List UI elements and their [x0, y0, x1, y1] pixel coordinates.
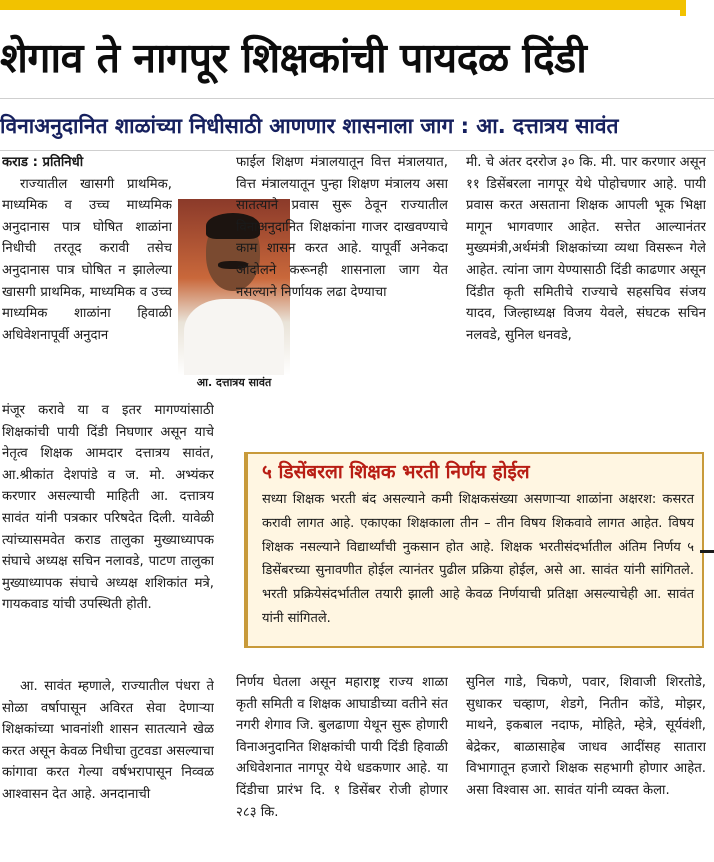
highlight-box-title: ५ डिसेंबरला शिक्षक भरती निर्णय होईल [262, 461, 530, 483]
col2-top-text: फाईल शिक्षण मंत्रालयातून वित्त मंत्रालयात, वित्त मंत्रालयातून पुन्हा शिक्षण मंत्रालय असा सातत्याने प्रवास सुरू ठेवून राज्यातील विनाअनुदानित शिक्षकांना गाजर दाखवण्याचे काम शासन करत आहे. यापूर्वी अनेकदा आंदोलने करूनही शासनाला जाग येत नसल्याने निर्णायक लढा देण्याचा [236, 155, 448, 300]
column-2-bottom [236, 672, 448, 862]
col2-bottom-text: निर्णय घेतला असून महाराष्ट्र राज्य शाळा कृती समिती व शिक्षक आघाडीच्या वतीने संत नगरी शेगाव जि. बुलढाणा येथून सुरू होणारी विनाअनुदानित शिक्षकांची पायी दिंडी हिवाळी अधिवेशनात नागपूर येथे धडकणार आहे. या दिंडीचा प्रारंभ दि. १ डिसेंबर रोजी होणार २८३ कि. [236, 675, 448, 820]
col3-bottom-text: सुनिल गाडे, चिकणे, पवार, शिवाजी शिरतोडे, सुधाकर चव्हाण, शेडगे, नितीन कोंडे, मोझर, माथने, इकबाल नदाफ, मोहिते, म्हेत्रे, सूर्यवंशी, बेद्रेकर, बाळासाहेब जाधव आदींसह सातारा विभागातून हजारो शिक्षक सहभागी होणार आहेत. असा विश्वास आ. सावंत यांनी व्यक्त केला. [466, 675, 706, 798]
top-accent-bar [0, 0, 680, 10]
column-1-top [2, 152, 172, 402]
col1-rest-text: मंजूर करावे या व इतर मागण्यांसाठी शिक्षकांची पायी दिंडी निघणार असून याचे नेतृत्व शिक्षक आमदार दत्तात्रय सावंत, आ.श्रीकांत देशपांडे व ज. मो. अभ्यंकर करणार असल्याची माहिती आ. दत्तात्रय सावंत यांनी पत्रकार परिषदेत दिली. यावेळी त्यांच्यासमवेत कराड तालुका मुख्याध्यापक संघाचे अध्यक्ष सचिन नलावडे, पाटण तालुका मुख्याध्यापक संघाचे अध्यक्ष शशिकांत मत्रे, गायकवाड यांची उपस्थिती होती. [2, 403, 214, 613]
col1-para2-text: आ. सावंत म्हणाले, राज्यातील पंधरा ते सोळा वर्षापासून अविरत सेवा देणाऱ्या शिक्षकांच्या भावनांशी शासन सातत्याने खेळ करत असून केवळ निधीचा तुटवडा असल्याचा कांगावा करत गेल्या वर्षभरापासून निव्वळ आश्वासन देत आहे. अनदानाची [2, 679, 214, 802]
col3-top-text: मी. चे अंतर दररोज ३० कि. मी. पार करणार असून ११ डिसेंबरला नागपूर येथे पोहोचणार आहे. पायी प्रवास करत असताना शिक्षक आपली भूक भिक्षा मागून भागवणार आहेत. सत्तेत आल्यानंतर मुख्यमंत्री,अर्थमंत्री शिक्षकांच्या व्यथा विसरून गेले आहेत. त्यांना जाग येण्यासाठी दिंडी काढणार असून दिंडीत कृती समितीचे राज्याचे सहसचिव संजय यादव, जिल्हाध्यक्ष विजय येवले, संघटक सचिन नलवडे, सुनिल धनवडे, [466, 155, 706, 343]
col1-lead-text: राज्यातील खासगी प्राथमिक, माध्यमिक व उच्च माध्यमिक अनुदानास पात्र घोषित शाळांना निधीची तरतूद करावी तसेच अनुदानास पात्र घोषित न झालेल्या खासगी प्राथमिक, माध्यमिक व उच्च माध्यमिक शाळांना हिवाळी अधिवेशनापूर्वी अनुदान [2, 176, 172, 343]
subheadline: विनाअनुदानित शाळांच्या निधीसाठी आणणार शासनाला जाग : आ. दत्तात्रय सावंत [0, 114, 619, 138]
subhead-divider [0, 150, 714, 151]
photo-caption: आ. दत्तात्रय सावंत [196, 376, 272, 389]
headline-divider [0, 98, 714, 99]
highlight-box-text: सध्या शिक्षक भरती बंद असल्याने कमी शिक्षकसंख्या असणाऱ्या शाळांना अक्षरश: कसरत करावी लागत आहे. एकाएका शिक्षकाला तीन – तीन विषय शिकवावे लागत आहेत. विषय शिक्षक नसल्याने विद्यार्थ्यांची नुकसान होत आहे. शिक्षक भरतीसंदर्भातील अंतिम निर्णय ५ डिसेंबरच्या सुनावणीत होईल त्यानंतर पुढील प्रक्रिया होईल, असे आ. सावंत यांनी सांगितले. भरती प्रक्रियेसंदर्भातील तयारी झाली आहे केवळ निर्णयाची प्रतिक्षा असल्याचेही आ. सावंत यांनी सांगितले. [262, 492, 694, 626]
column-2-top [236, 152, 448, 434]
byline: कराड : प्रतिनिधी [2, 155, 84, 170]
column-dash [700, 550, 714, 553]
column-3-bottom [466, 672, 706, 862]
column-1-bottom [2, 676, 214, 862]
column-1-middle [2, 400, 214, 670]
column-3-top [466, 152, 706, 434]
top-accent-edge [680, 0, 686, 16]
headline: शेगाव ते नागपूर शिक्षकांची पायदळ दिंडी [0, 34, 587, 82]
